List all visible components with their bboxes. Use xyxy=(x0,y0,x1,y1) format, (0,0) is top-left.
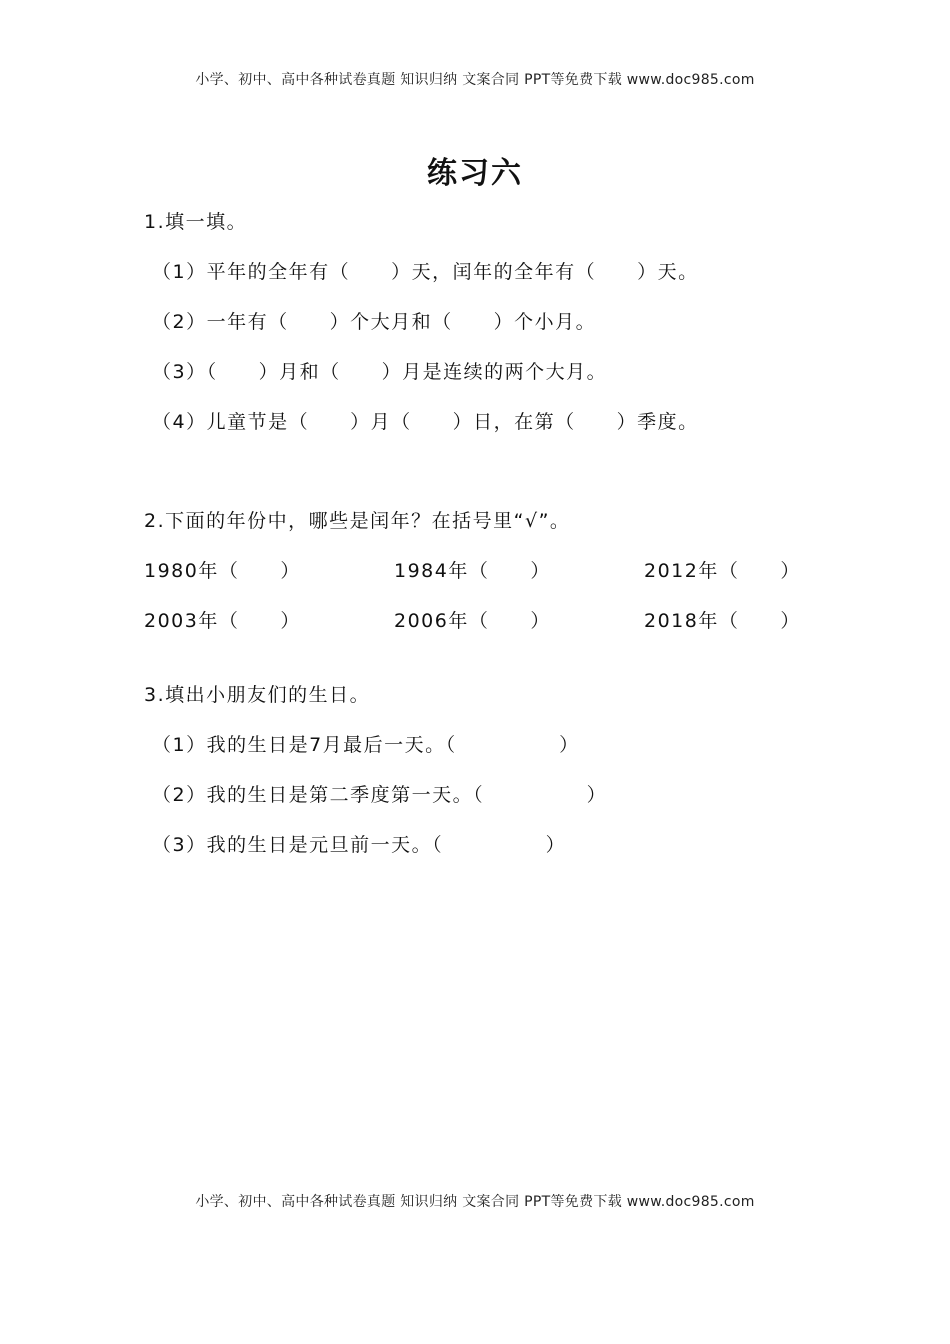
question-3-item-2: （2）我的生日是第二季度第一天。（ ） xyxy=(152,784,608,806)
question-3-heading: 3.填出小朋友们的生日。 xyxy=(144,684,371,706)
question-1-item-4: （4）儿童节是（ ）月（ ）日，在第（ ）季度。 xyxy=(152,411,699,433)
question-3-item-1: （1）我的生日是7月最后一天。（ ） xyxy=(152,734,580,756)
question-3-item-3: （3）我的生日是元旦前一天。（ ） xyxy=(152,834,567,856)
question-1-item-3: （3）（ ）月和（ ）月是连续的两个大月。 xyxy=(152,361,608,383)
page-title: 练习六 xyxy=(427,156,523,191)
question-2-heading: 2.下面的年份中，哪些是闰年？在括号里“√”。 xyxy=(144,510,571,532)
page-header: 小学、初中、高中各种试卷真题 知识归纳 文案合同 PPT等免费下载 www.doc985.com xyxy=(195,72,755,88)
year-item: 2006年（ ） xyxy=(394,610,551,632)
year-item: 2018年（ ） xyxy=(644,610,801,632)
year-item: 2003年（ ） xyxy=(144,610,301,632)
year-item: 1984年（ ） xyxy=(394,560,551,582)
year-item: 1980年（ ） xyxy=(144,560,301,582)
question-1-item-1: （1）平年的全年有（ ）天，闰年的全年有（ ）天。 xyxy=(152,261,699,283)
page-footer: 小学、初中、高中各种试卷真题 知识归纳 文案合同 PPT等免费下载 www.doc985.com xyxy=(195,1194,755,1210)
question-1-heading: 1.填一填。 xyxy=(144,211,248,233)
question-1-item-2: （2）一年有（ ）个大月和（ ）个小月。 xyxy=(152,311,597,333)
year-item: 2012年（ ） xyxy=(644,560,801,582)
